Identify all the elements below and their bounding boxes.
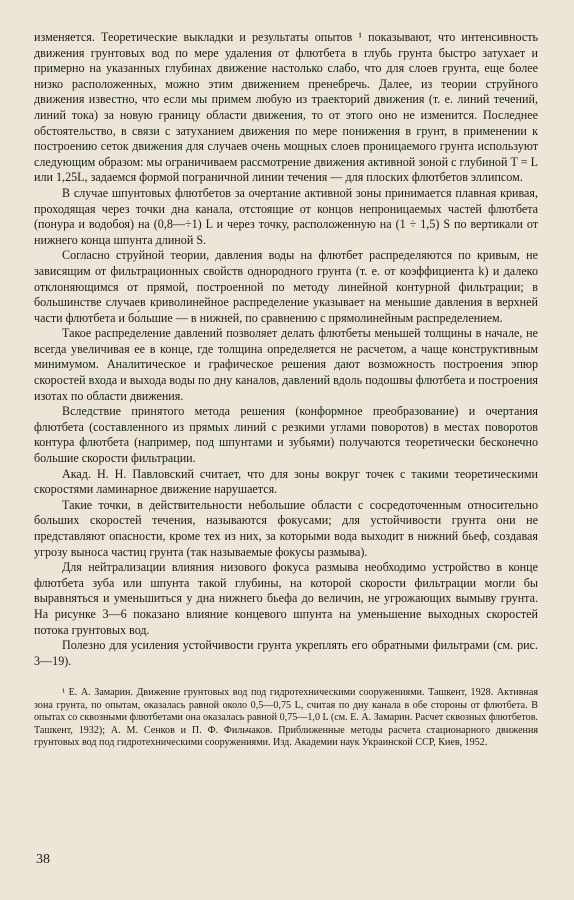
page-number: 38 [36, 852, 50, 867]
paragraph: Согласно струйной теории, давления воды на флютбет распределяются по кривым, не зависящим от фильтрационных свойств однородного грунта (т. е. от коэффициента k) и далеко отклоняющимся от прямой, построенной по методу линейной контурной фильтрации; в большинстве случаев криволинейное распределение указывает на меньшие давления в верхней части флютбета и бо́льшие — в нижней, по сравнению с прямолинейным распределением. [34, 248, 538, 325]
paragraph: Вследствие принятого метода решения (конформное преобразование) и очертания флютбета (составленного из прямых линий с резкими углами поворотов) в местах поворотов контура флютбета (например, под шпунтами и зубьями) получаются теоретически бесконечно большие скорости фильтрации. [34, 404, 538, 466]
main-text [34, 30, 538, 669]
paragraph: Для нейтрализации влияния низового фокуса размыва необходимо устройство в конце флютбета зуба или шпунта такой глубины, на которой скорости фильтрации могли бы выравняться и уменьшиться у дна нижнего бьефа до величин, не угрожающих вымыву грунта. На рисунке 3—6 показано влияние концевого шпунта на уменьшение выходных скоростей потока грунтовых вод. [34, 560, 538, 637]
footnote: ¹ Е. А. Замарин. Движение грунтовых вод под гидротехническими сооружениями. Ташкент, 1928. Активная зона грунта, по опытам, оказалась равной около 0,5—0,75 L, считая по дну канала в обе стороны от флютбета. В опытах со сквозными флютбетами она оказалась равной 0,75—1,0 L (см. Е. А. Замарин. Расчет сквозных флютбетов. Ташкент, 1932); А. М. Сенков и П. Ф. Фильчаков. Приближенные методы расчета стационарного движения грунтовых вод под гидротехническими сооружениями. Изд. Академии наук Украинской ССР, Киев, 1952. [34, 687, 538, 748]
paragraph: Полезно для усиления устойчивости грунта укреплять его обратными фильтрами (см. рис. 3—19). [34, 638, 538, 668]
paragraph: Акад. Н. Н. Павловский считает, что для зоны вокруг точек с такими теоретическими скоростями ламинарное движение нарушается. [34, 466, 538, 497]
paragraph: Такие точки, в действительности небольшие области с сосредоточенным относительно больших скоростей течения, называются фокусами; для устойчивости грунта они не представляют опасности, кроме тех из них, за которыми вода выходит в нижний бьеф, создавая угрозу выноса частиц грунта (так называемые фокусы размыва). [34, 497, 538, 559]
footnote-block [34, 687, 538, 749]
paragraph: В случае шпунтовых флютбетов за очертание активной зоны принимается плавная кривая, проходящая через точки дна канала, отстоящие от концов непроницаемых частей флютбета (понура и водобоя) на (0,8—÷1) L и через точку, расположенную на (1 ÷ 1,5) S по вертикали от нижнего конца шпунта длиной S. [34, 185, 538, 247]
paragraph: изменяется. Теоретические выкладки и результаты опытов ¹ показывают, что интенсивность движения грунтовых вод по мере удаления от флютбета в глубь грунта быстро затухает и примерно на указанных глубинах движение настолько слабо, что для слоев грунта, еще более низко расположенных, можно этим движением пренебречь. Далее, из теории струйного движения известно, что если мы примем любую из траекторий движения (т. е. линий течений, линий тока) за новую границу области движения, то от этого оно не изменится. Последнее обстоятельство, в связи с затуханием движения по мере понижения в грунт, в применении к построению сеток движения для случаев очень мощных слоев проницаемого грунта используют следующим образом: мы ограничиваем рассмотрение движения активной зоной с глубиной T = L или 1,25L, задаемся формой пограничной линии течения — для плоских флютбетов эллипсом. [34, 30, 538, 185]
paragraph: Такое распределение давлений позволяет делать флютбеты меньшей толщины в начале, не всегда увеличивая ее в конце, где толщина определяется не расчетом, а чаще конструктивным минимумом. Аналитическое и графическое решения дают возможность построения эпюр скоростей входа и выхода воды по дну каналов, давлений вдоль подошвы флютбета и построения изотах по области движения. [34, 326, 538, 403]
